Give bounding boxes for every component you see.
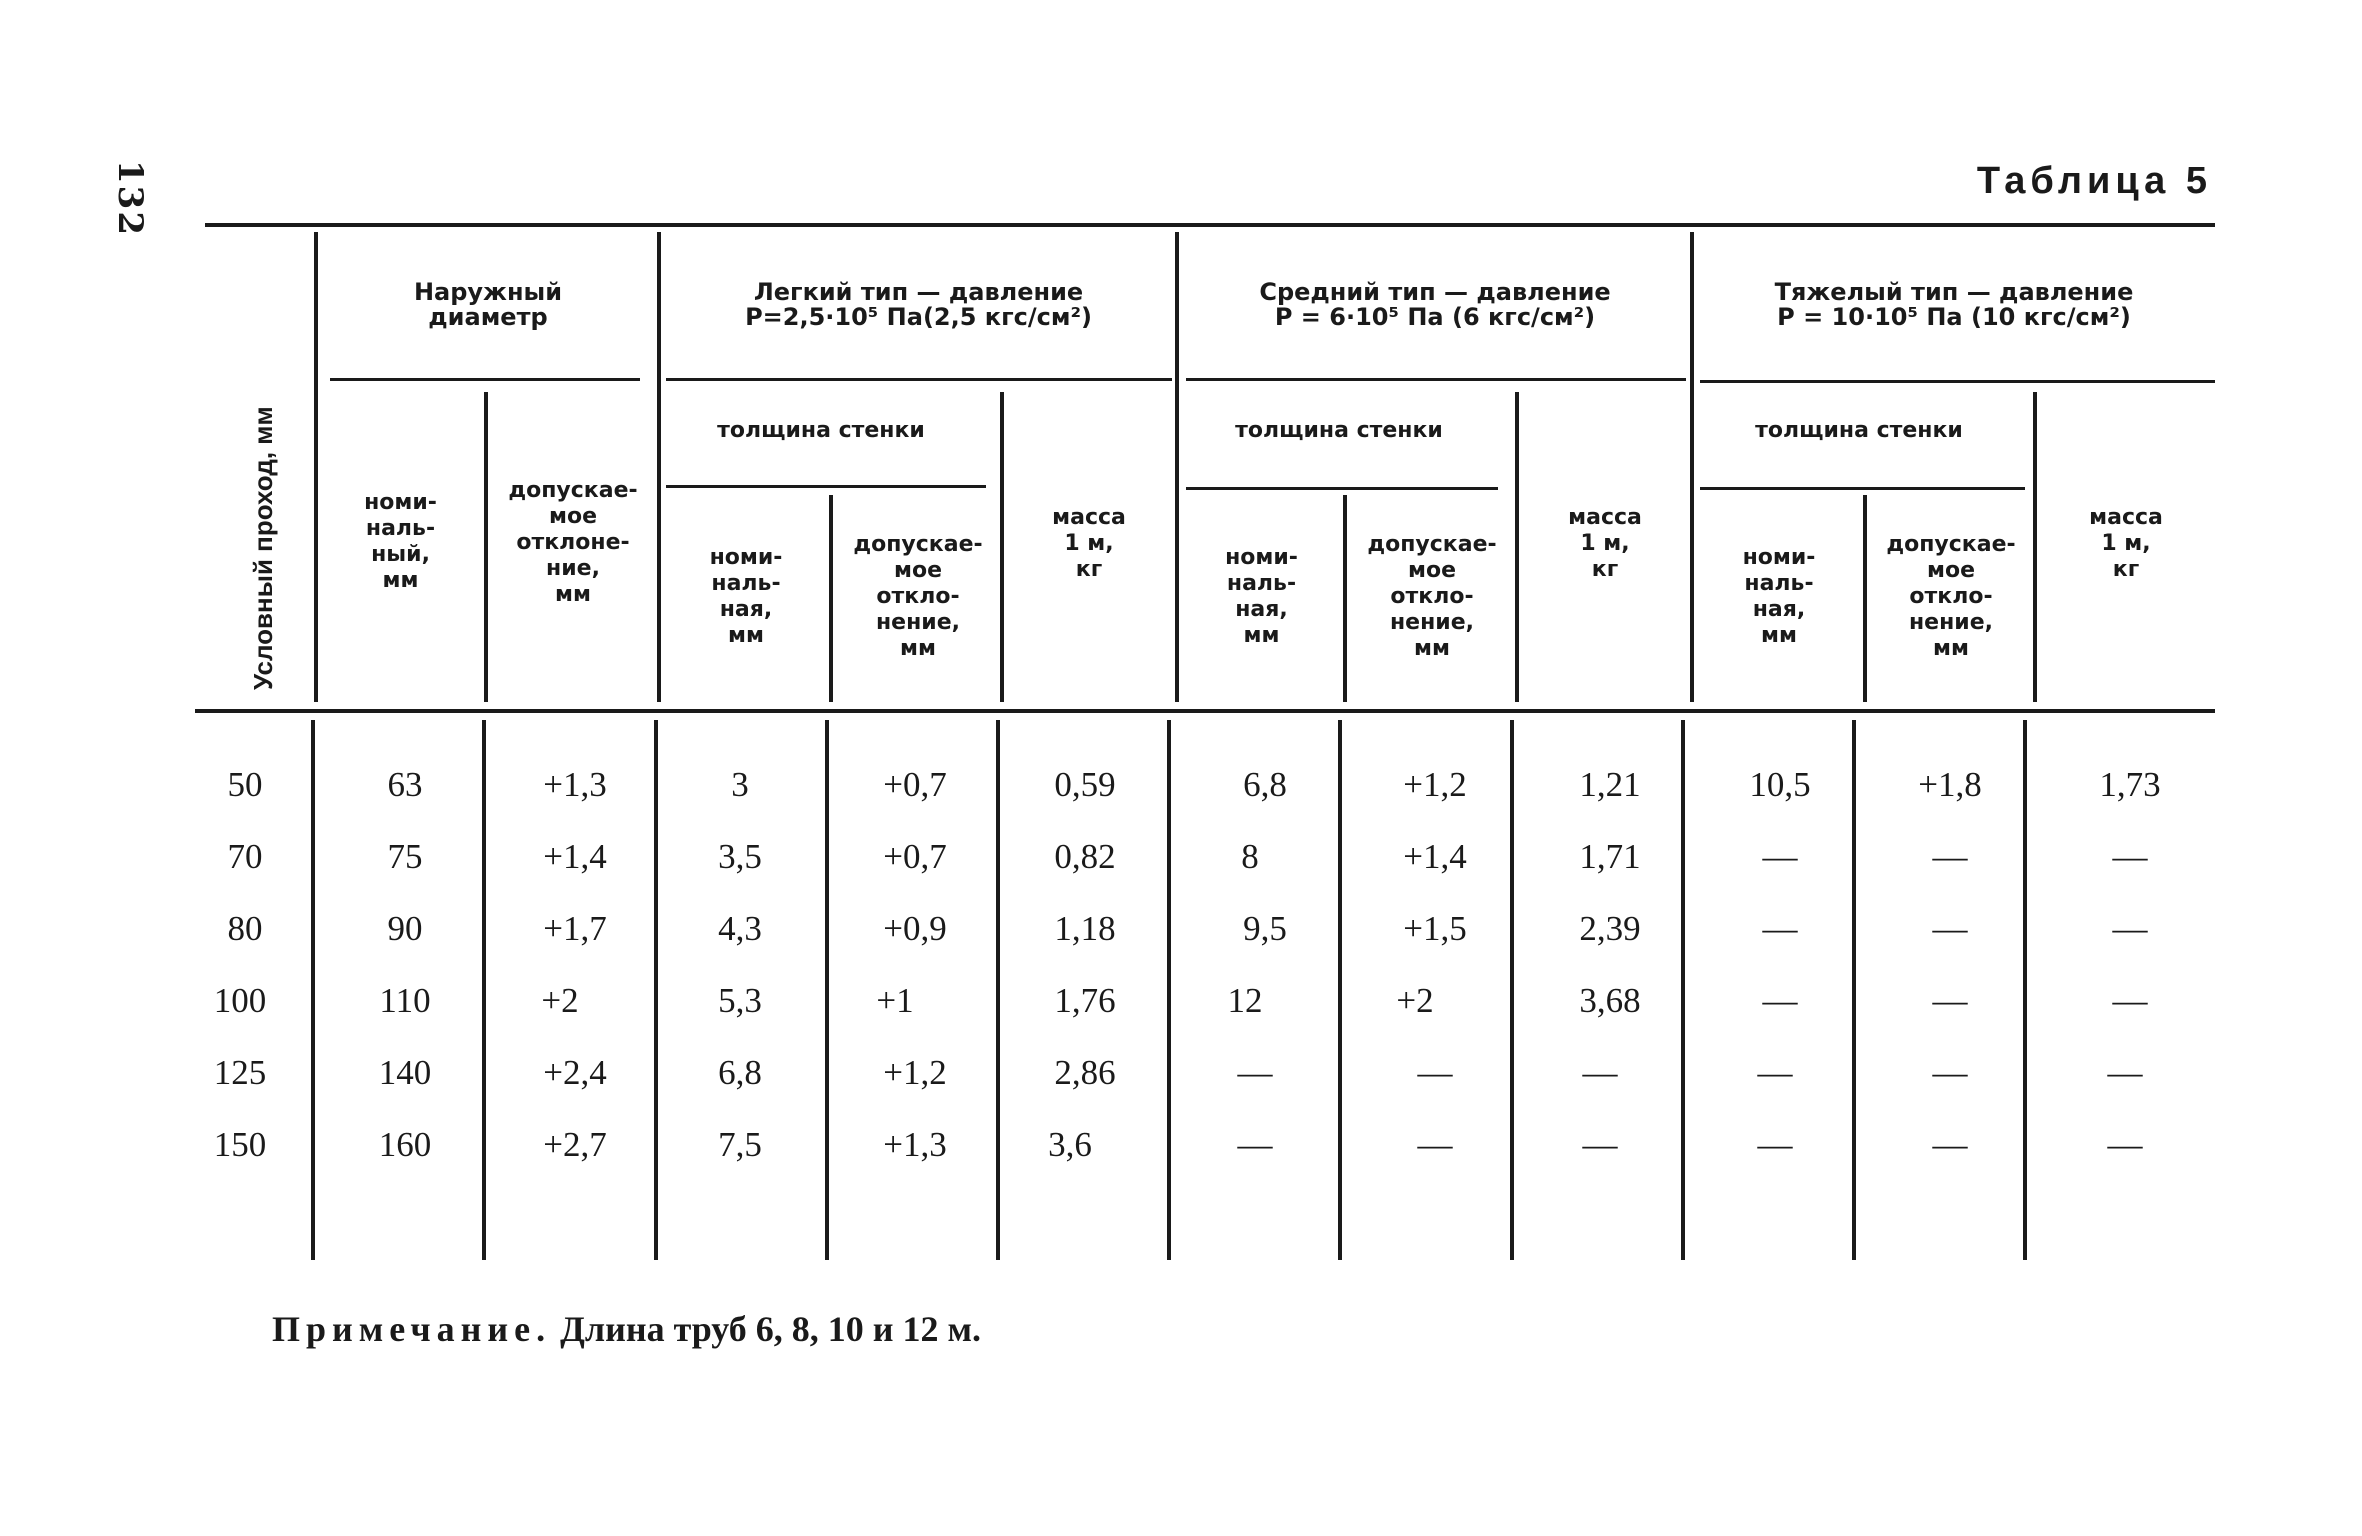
cell-pass: 50 [227, 765, 263, 804]
cell-light-deviation: +1,2 [883, 1053, 947, 1092]
light-type-header: Легкий тип — давление P=2,5·10⁵ Па(2,5 кгс/см²) [745, 278, 1092, 331]
col-divider [654, 720, 658, 1260]
heavy-nominal-header: номи- наль- ная, мм [1742, 545, 1816, 648]
col-divider [996, 720, 1000, 1260]
page-number: 132 [110, 160, 150, 237]
note-text: Длина труб 6, 8, 10 и 12 м. [560, 1309, 982, 1349]
cell-medium-deviation: +2 [1396, 981, 1434, 1020]
cell-heavy-mass: — [2112, 837, 2148, 876]
cell-medium-deviation: — [1417, 1053, 1453, 1092]
cell-light-nominal: 6,8 [718, 1053, 762, 1092]
heavy-mass-header: масса 1 м, кг [2089, 505, 2163, 582]
cell-light-deviation: +1,3 [883, 1125, 947, 1164]
cell-medium-nominal: 8 [1241, 837, 1259, 876]
cell-medium-nominal: — [1237, 1053, 1273, 1092]
medium-mass-header: масса 1 м, кг [1568, 505, 1642, 582]
heavy-wall-rule [1700, 487, 2025, 490]
cell-outer-deviation: +1,3 [543, 765, 607, 804]
cell-outer-deviation: +2,7 [543, 1125, 607, 1164]
col-divider [311, 720, 315, 1260]
cell-light-deviation: +1 [876, 981, 914, 1020]
cell-heavy-nominal: 10,5 [1749, 765, 1811, 804]
cell-medium-mass: 1,71 [1579, 837, 1641, 876]
light-group-rule [666, 378, 1172, 381]
cell-light-mass: 1,18 [1054, 909, 1116, 948]
col-divider [1338, 720, 1342, 1260]
medium-nominal-header: номи- наль- ная, мм [1225, 545, 1298, 648]
table-note [272, 1308, 981, 1350]
medium-deviation-header: допускае- мое откло- нение, мм [1367, 532, 1497, 661]
cell-light-nominal: 4,3 [718, 909, 762, 948]
col-divider [1681, 720, 1685, 1260]
cell-medium-mass: 2,39 [1579, 909, 1641, 948]
cell-medium-deviation: +1,2 [1403, 765, 1467, 804]
cell-medium-nominal: 9,5 [1243, 909, 1287, 948]
light-nominal-header: номи- наль- ная, мм [709, 545, 783, 648]
cell-light-nominal: 7,5 [718, 1125, 762, 1164]
cell-heavy-nominal: — [1762, 909, 1798, 948]
light-deviation-header: допускае- мое откло- нение, мм [853, 532, 983, 661]
cell-medium-deviation: +1,5 [1403, 909, 1467, 948]
cell-medium-nominal: — [1237, 1125, 1273, 1164]
cell-medium-nominal: 6,8 [1243, 765, 1287, 804]
cell-light-deviation: +0,7 [883, 837, 947, 876]
cell-heavy-nominal: — [1762, 837, 1798, 876]
cell-light-mass: 0,82 [1054, 837, 1116, 876]
cell-medium-mass: — [1582, 1125, 1618, 1164]
heavy-wall-header: толщина стенки [1755, 418, 1963, 443]
col-divider [1167, 720, 1171, 1260]
cell-heavy-deviation: — [1932, 837, 1968, 876]
cell-heavy-mass: — [2107, 1125, 2143, 1164]
cell-outer-deviation: +1,4 [543, 837, 607, 876]
cell-heavy-deviation: — [1932, 1053, 1968, 1092]
cell-medium-deviation: — [1417, 1125, 1453, 1164]
cell-outer-nominal: 63 [387, 765, 423, 804]
col-divider [1510, 720, 1514, 1260]
heavy-type-header: Тяжелый тип — давление P = 10·10⁵ Па (10 кгс/см²) [1774, 278, 2134, 331]
cell-heavy-deviation: — [1932, 981, 1968, 1020]
cell-heavy-mass: — [2107, 1053, 2143, 1092]
outer-deviation-header: допускае- мое отклоне- ние, мм [508, 478, 638, 607]
cell-outer-deviation: +1,7 [543, 909, 607, 948]
cell-heavy-nominal: — [1762, 981, 1798, 1020]
cell-heavy-deviation: +1,8 [1918, 765, 1982, 804]
col-divider [482, 720, 486, 1260]
cell-heavy-deviation: — [1932, 909, 1968, 948]
cell-medium-deviation: +1,4 [1403, 837, 1467, 876]
cell-outer-nominal: 110 [379, 981, 431, 1020]
cell-light-deviation: +0,9 [883, 909, 947, 948]
outer-diameter-header: Наружный диаметр [413, 278, 563, 331]
cell-outer-nominal: 140 [378, 1053, 432, 1092]
cell-heavy-mass: 1,73 [2099, 765, 2161, 804]
cell-light-nominal: 5,3 [718, 981, 762, 1020]
cell-outer-nominal: 160 [378, 1125, 432, 1164]
cell-heavy-mass: — [2112, 981, 2148, 1020]
cell-light-nominal: 3,5 [718, 837, 762, 876]
heavy-group-rule [1700, 380, 2215, 383]
outer-nominal-header: номи- наль- ный, мм [364, 490, 437, 593]
cell-medium-nominal: 12 [1227, 981, 1263, 1020]
note-label: Примечание. [272, 1309, 552, 1349]
medium-group-rule [1186, 378, 1686, 381]
cell-outer-deviation: +2 [541, 981, 579, 1020]
light-mass-header: масса 1 м, кг [1052, 505, 1126, 582]
cell-light-mass: 3,6 [1048, 1125, 1092, 1164]
cell-light-mass: 0,59 [1054, 765, 1116, 804]
cell-pass: 80 [227, 909, 263, 948]
cell-outer-nominal: 90 [387, 909, 423, 948]
cell-heavy-mass: — [2112, 909, 2148, 948]
outer-group-rule [330, 378, 640, 381]
cell-light-deviation: +0,7 [883, 765, 947, 804]
table-title: Таблица 5 [1976, 160, 2212, 202]
heavy-deviation-header: допускае- мое откло- нение, мм [1886, 532, 2016, 661]
cell-light-mass: 2,86 [1054, 1053, 1116, 1092]
medium-type-header: Средний тип — давление P = 6·10⁵ Па (6 кгс/см²) [1259, 278, 1611, 331]
light-wall-rule [666, 485, 986, 488]
row-header-conditional-pass: Условный проход, мм [248, 406, 278, 690]
cell-heavy-nominal: — [1757, 1125, 1793, 1164]
cell-heavy-nominal: — [1757, 1053, 1793, 1092]
cell-light-mass: 1,76 [1054, 981, 1116, 1020]
table-top-rule [205, 223, 2215, 227]
cell-heavy-deviation: — [1932, 1125, 1968, 1164]
cell-pass: 100 [213, 981, 267, 1020]
header-bottom-rule [195, 709, 2215, 713]
medium-wall-header: толщина стенки [1235, 418, 1443, 443]
cell-pass: 125 [213, 1053, 267, 1092]
cell-light-nominal: 3 [731, 765, 749, 804]
medium-wall-rule [1186, 487, 1498, 490]
cell-pass: 150 [213, 1125, 267, 1164]
cell-outer-nominal: 75 [387, 837, 423, 876]
light-wall-header: толщина стенки [717, 418, 925, 443]
col-divider [2023, 720, 2027, 1260]
cell-outer-deviation: +2,4 [543, 1053, 607, 1092]
col-divider [1852, 720, 1856, 1260]
cell-medium-mass: 1,21 [1579, 765, 1641, 804]
cell-medium-mass: 3,68 [1579, 981, 1641, 1020]
cell-medium-mass: — [1582, 1053, 1618, 1092]
cell-pass: 70 [227, 837, 263, 876]
